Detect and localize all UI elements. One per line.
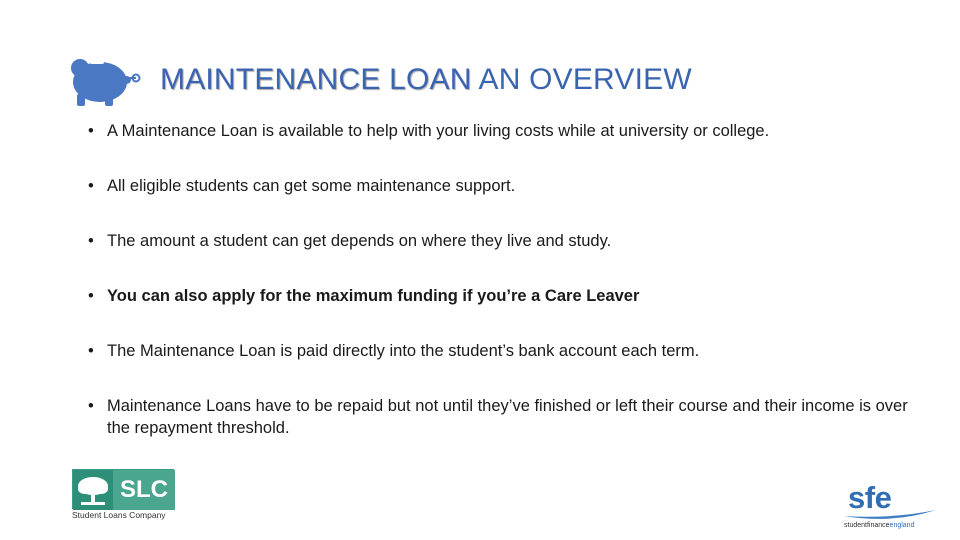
swoosh-icon xyxy=(842,508,938,522)
slide-title xyxy=(160,62,692,98)
sfe-name xyxy=(844,522,914,529)
sfe-mark: sfe xyxy=(848,480,892,515)
bullet-marker: • xyxy=(88,397,94,415)
sfe-logo xyxy=(842,480,938,534)
piggy-bank-icon xyxy=(66,50,142,110)
bullet-text: All eligible students can get some maintenance support. xyxy=(107,177,516,195)
tree-icon xyxy=(73,470,113,510)
bullet-marker: • xyxy=(88,122,94,140)
bullet-marker: • xyxy=(88,342,94,360)
bullet-text: Maintenance Loans have to be repaid but not until they’ve finished or left their course and their income is over the repayment threshold. xyxy=(107,397,908,437)
bullet-text: You can also apply for the maximum funding if you’re a Care Leaver xyxy=(107,287,640,305)
bullet-item xyxy=(88,340,908,362)
bullet-item xyxy=(88,120,908,142)
bullet-text: The amount a student can get depends on where they live and study. xyxy=(107,232,612,250)
bullet-item xyxy=(88,395,908,439)
slc-logo xyxy=(72,469,176,523)
slc-logo-box xyxy=(72,469,174,509)
slc-mark: SLC xyxy=(113,470,175,510)
slc-name: Student Loans Company xyxy=(72,510,166,520)
bullet-marker: • xyxy=(88,177,94,195)
sfe-name-suffix: england xyxy=(889,522,915,529)
title-emphasis: MAINTENANCE LOAN xyxy=(160,63,472,96)
bullet-item xyxy=(88,285,908,307)
bullet-marker: • xyxy=(88,232,94,250)
bullet-marker: • xyxy=(88,287,94,305)
bullet-item xyxy=(88,230,908,252)
bullet-text: A Maintenance Loan is available to help with your living costs while at university or college. xyxy=(107,122,770,140)
bullet-item xyxy=(88,175,908,197)
sfe-name-prefix: studentfinance xyxy=(844,522,890,529)
bullet-text: The Maintenance Loan is paid directly into the student’s bank account each term. xyxy=(107,342,700,360)
title-rest: AN OVERVIEW xyxy=(478,63,692,96)
